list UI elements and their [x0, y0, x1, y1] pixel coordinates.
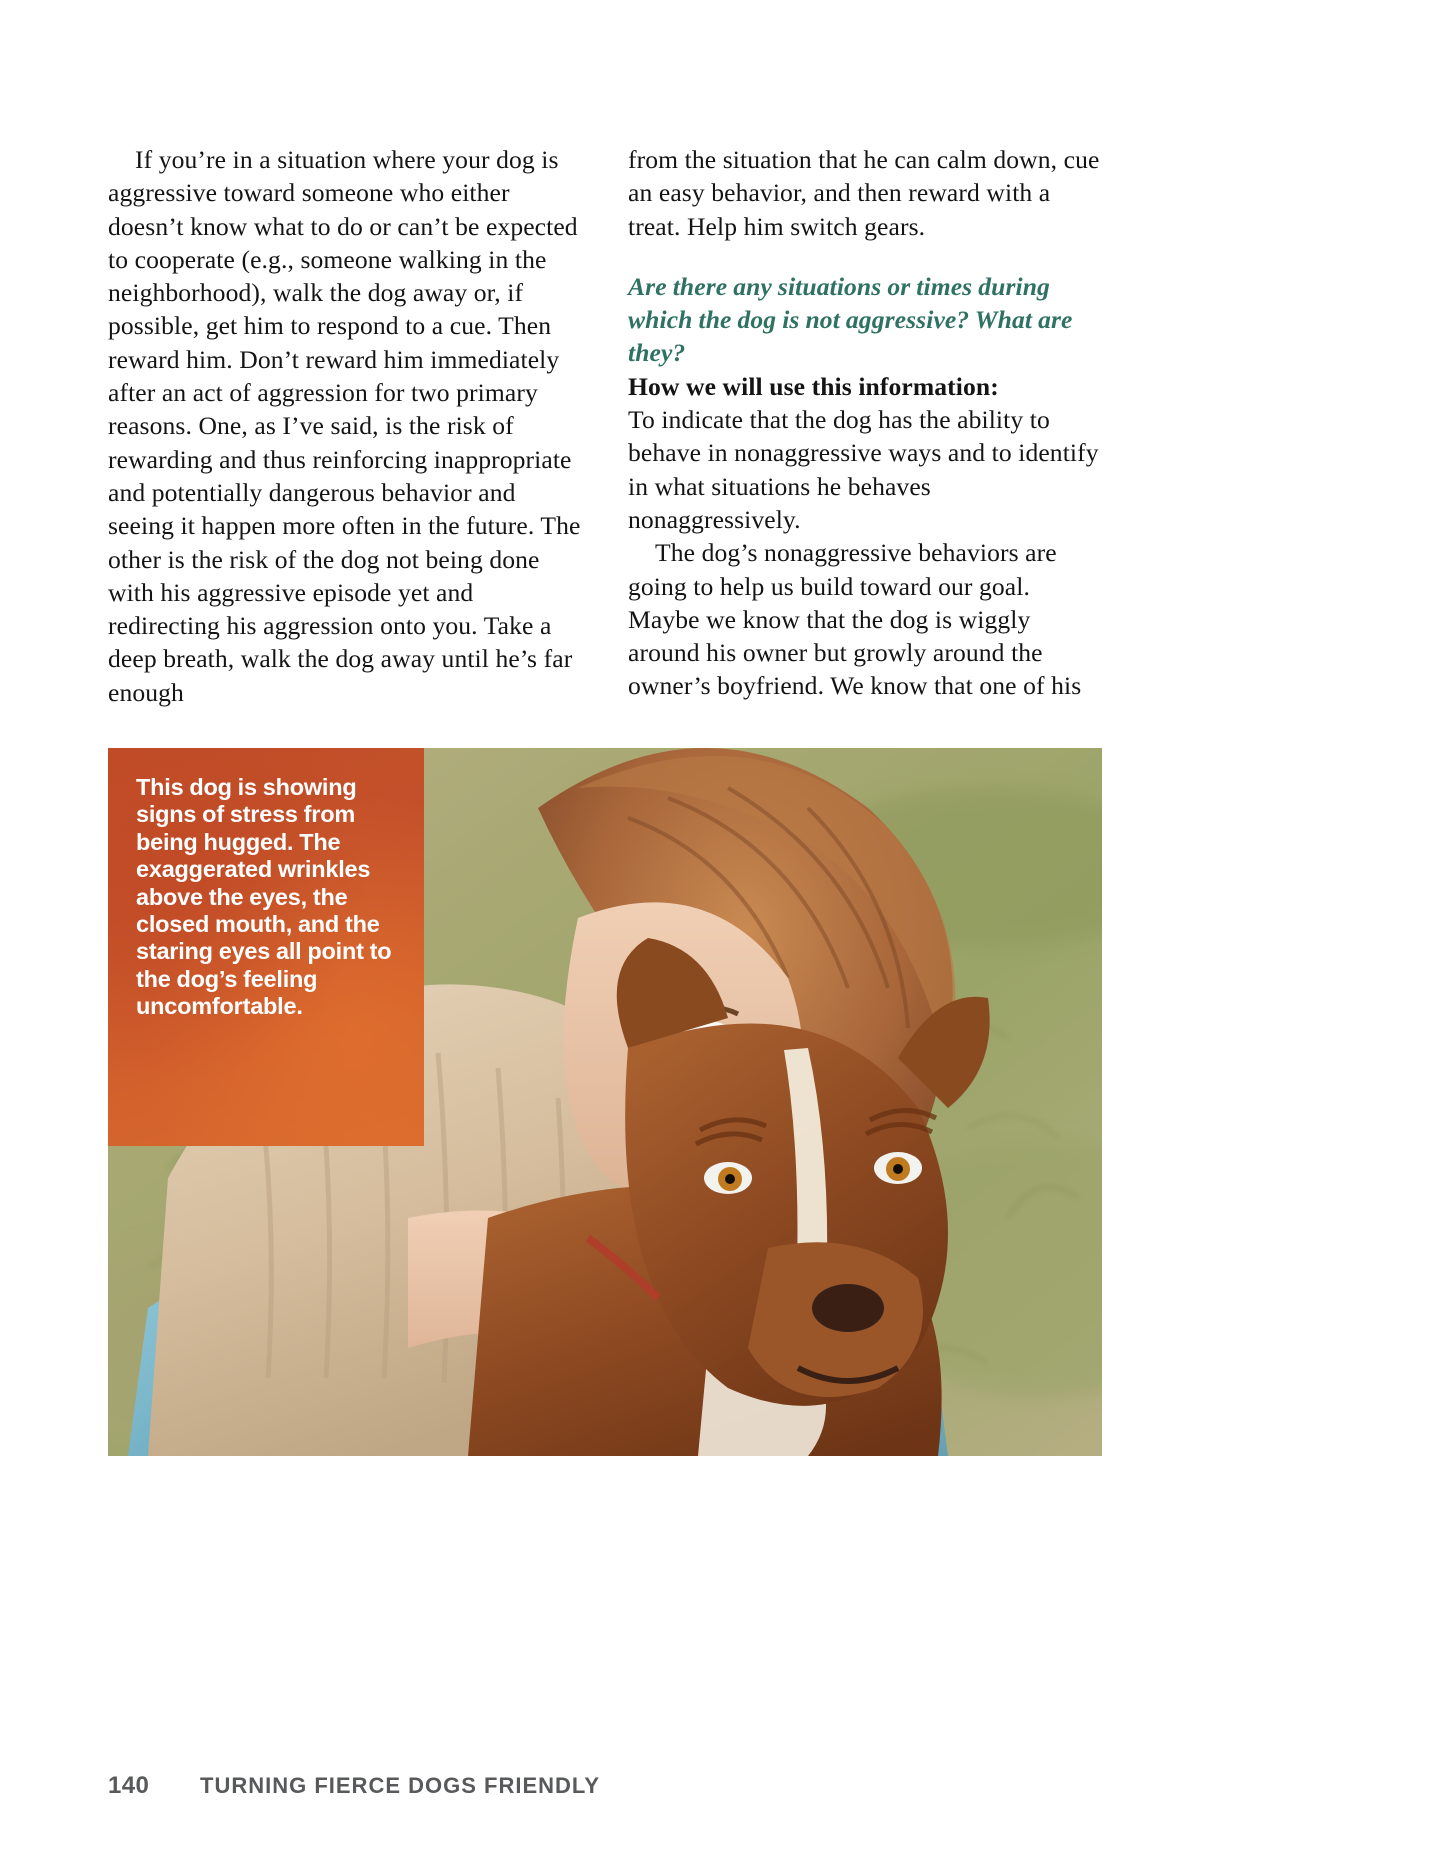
page-footer — [108, 1772, 600, 1800]
footer-page-number: 140 — [108, 1772, 150, 1799]
footer-chapter-title: TURNING FIERCE DOGS FRIENDLY — [200, 1773, 600, 1798]
how-we-will-use-this-information-lead: How we will use this information: — [628, 371, 999, 401]
photo-caption-text: This dog is showing signs of stress from being hugged. The exaggerated wrinkles above the eyes, the closed mouth, and the staring eyes all point to the dog’s feeling uncomfortable. — [136, 774, 392, 1020]
right-column — [628, 143, 1102, 709]
right-column-paragraph-1: from the situation that he can calm down, cue an easy behavior, and then reward with a treat. Help him switch gears. — [628, 145, 1100, 241]
right-column-paragraph-2: To indicate that the dog has the ability to behave in nonaggressive ways and to identify in what situations he behaves nonaggressively. — [628, 405, 1099, 534]
photo-caption-box — [108, 748, 424, 1146]
left-column-paragraph-1: If you’re in a situation where your dog is aggressive toward someone who either doesn’t know what to do or can’t be expected to cooperate (e.g., someone walking in the neighborhood), walk the dog away or, if possible, get him to respond to a cue. Then reward him. Don’t reward him immediately after an act of aggression for two primary reasons. One, as I’ve said, is the risk of rewarding and thus reinforcing inappropriate and potentially dangerous behavior and seeing it happen more often in the future. The other is the risk of the dog not being done with his aggressive episode yet and redirecting his aggression onto you. Take a deep breath, walk the dog away until he’s far enough — [108, 145, 581, 707]
right-column-paragraph-3: The dog’s nonaggressive behaviors are going to help us build toward our goal. Maybe we know that the dog is wiggly around his owner but growly around the owner’s boyfriend. We know that one of his — [628, 538, 1082, 701]
left-column — [108, 143, 582, 709]
article-body — [108, 143, 1102, 709]
section-question-heading: Are there any situations or times during which the dog is not aggressive? What are they? — [628, 271, 1073, 368]
